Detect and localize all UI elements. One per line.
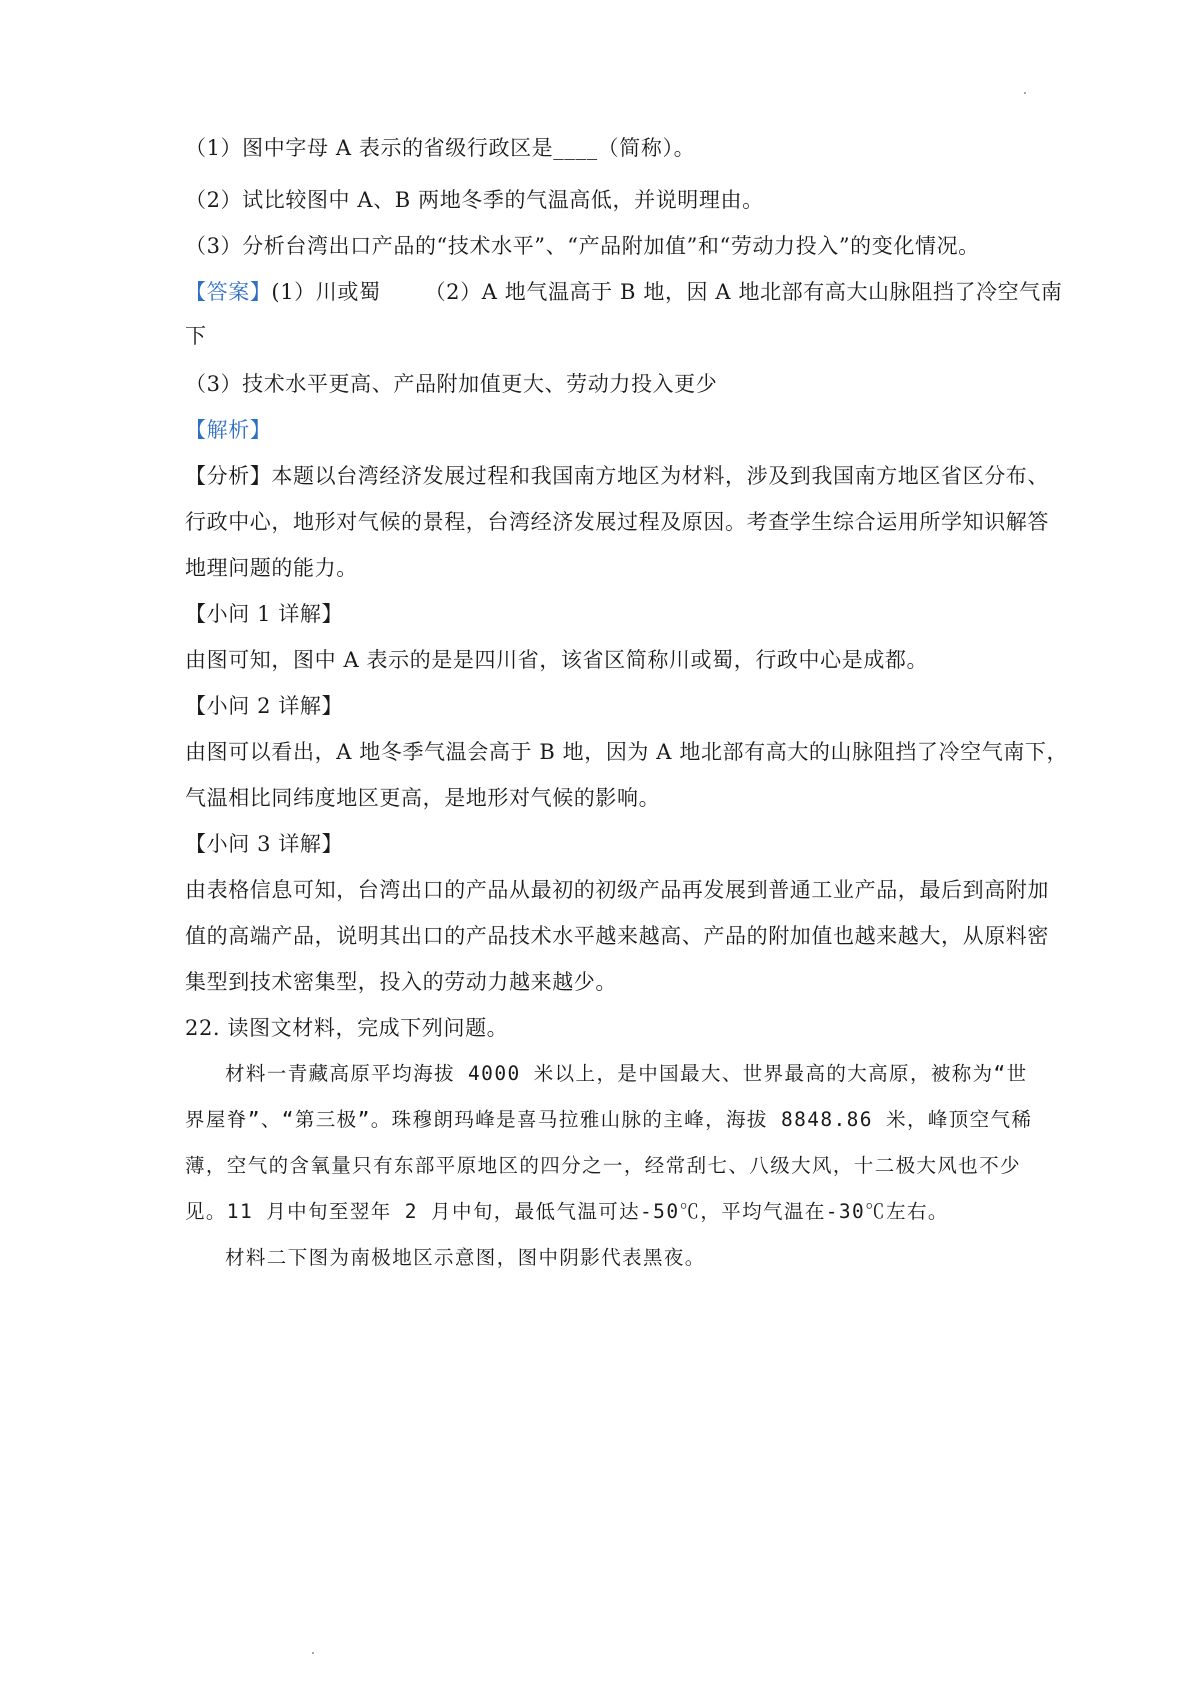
answer-tag: 【答案】 bbox=[185, 280, 272, 304]
scan-dot-bottom bbox=[312, 1652, 314, 1654]
sub-question-3-text-1: 由表格信息可知，台湾出口的产品从最初的初级产品再发展到普通工业产品，最后到高附加 bbox=[185, 878, 1049, 902]
sub-question-2-text-2: 气温相比同纬度地区更高，是地形对气候的影响。 bbox=[185, 786, 661, 810]
material-1-line-4: 见。11 月中旬至翌年 2 月中旬，最低气温可达-50℃，平均气温在-30℃左右。 bbox=[185, 1200, 949, 1223]
answer-1: (1）川或蜀 bbox=[271, 280, 381, 304]
question-1: （1）图中字母 A 表示的省级行政区是____（简称）。 bbox=[185, 136, 696, 160]
question-2: （2）试比较图中 A、B 两地冬季的气温高低，并说明理由。 bbox=[185, 188, 764, 212]
answer-2-continued: 下 bbox=[185, 324, 207, 348]
scan-dot-top bbox=[1024, 92, 1026, 94]
answer-2: （2）A 地气温高于 B 地，因 A 地北部有高大山脉阻挡了冷空气南 bbox=[424, 280, 1063, 304]
answer-3: （3）技术水平更高、产品附加值更大、劳动力投入更少 bbox=[185, 372, 718, 396]
analysis-tag: 【解析】 bbox=[185, 418, 272, 442]
sub-question-1-text: 由图可知，图中 A 表示的是是四川省，该省区简称川或蜀，行政中心是成都。 bbox=[185, 648, 929, 672]
question-3: （3）分析台湾出口产品的“技术水平”、“产品附加值”和“劳动力投入”的变化情况。 bbox=[185, 234, 980, 258]
question-22: 22. 读图文材料，完成下列问题。 bbox=[185, 1016, 509, 1040]
analysis-line-2: 行政中心，地形对气候的景程，台湾经济发展过程及原因。考查学生综合运用所学知识解答 bbox=[185, 510, 1049, 534]
sub-question-3-heading: 【小问 3 详解】 bbox=[185, 832, 344, 856]
material-1-line-1: 材料一青藏高原平均海拔 4000 米以上，是中国最大、世界最高的大高原，被称为“世 bbox=[225, 1062, 1028, 1085]
sub-question-3-text-3: 集型到技术密集型，投入的劳动力越来越少。 bbox=[185, 970, 617, 994]
analysis-line-3: 地理问题的能力。 bbox=[185, 556, 358, 580]
sub-question-2-heading: 【小问 2 详解】 bbox=[185, 694, 344, 718]
material-1-line-2: 界屋脊”、“第三极”。珠穆朗玛峰是喜马拉雅山脉的主峰，海拔 8848.86 米，峰顶空气稀 bbox=[185, 1108, 1033, 1131]
sub-question-1-heading: 【小问 1 详解】 bbox=[185, 602, 344, 626]
sub-question-3-text-2: 值的高端产品，说明其出口的产品技术水平越来越高、产品的附加值也越来越大，从原料密 bbox=[185, 924, 1049, 948]
sub-question-2-text-1: 由图可以看出，A 地冬季气温会高于 B 地，因为 A 地北部有高大的山脉阻挡了冷空气南下， bbox=[185, 740, 1069, 764]
answer-line bbox=[185, 278, 1063, 306]
material-1-line-3: 薄，空气的含氧量只有东部平原地区的四分之一，经常刮七、八级大风，十二极大风也不少 bbox=[185, 1154, 1022, 1177]
material-2-line-1: 材料二下图为南极地区示意图，图中阴影代表黑夜。 bbox=[225, 1246, 706, 1269]
analysis-line-1: 【分析】本题以台湾经济发展过程和我国南方地区为材料，涉及到我国南方地区省区分布、 bbox=[185, 464, 1049, 488]
